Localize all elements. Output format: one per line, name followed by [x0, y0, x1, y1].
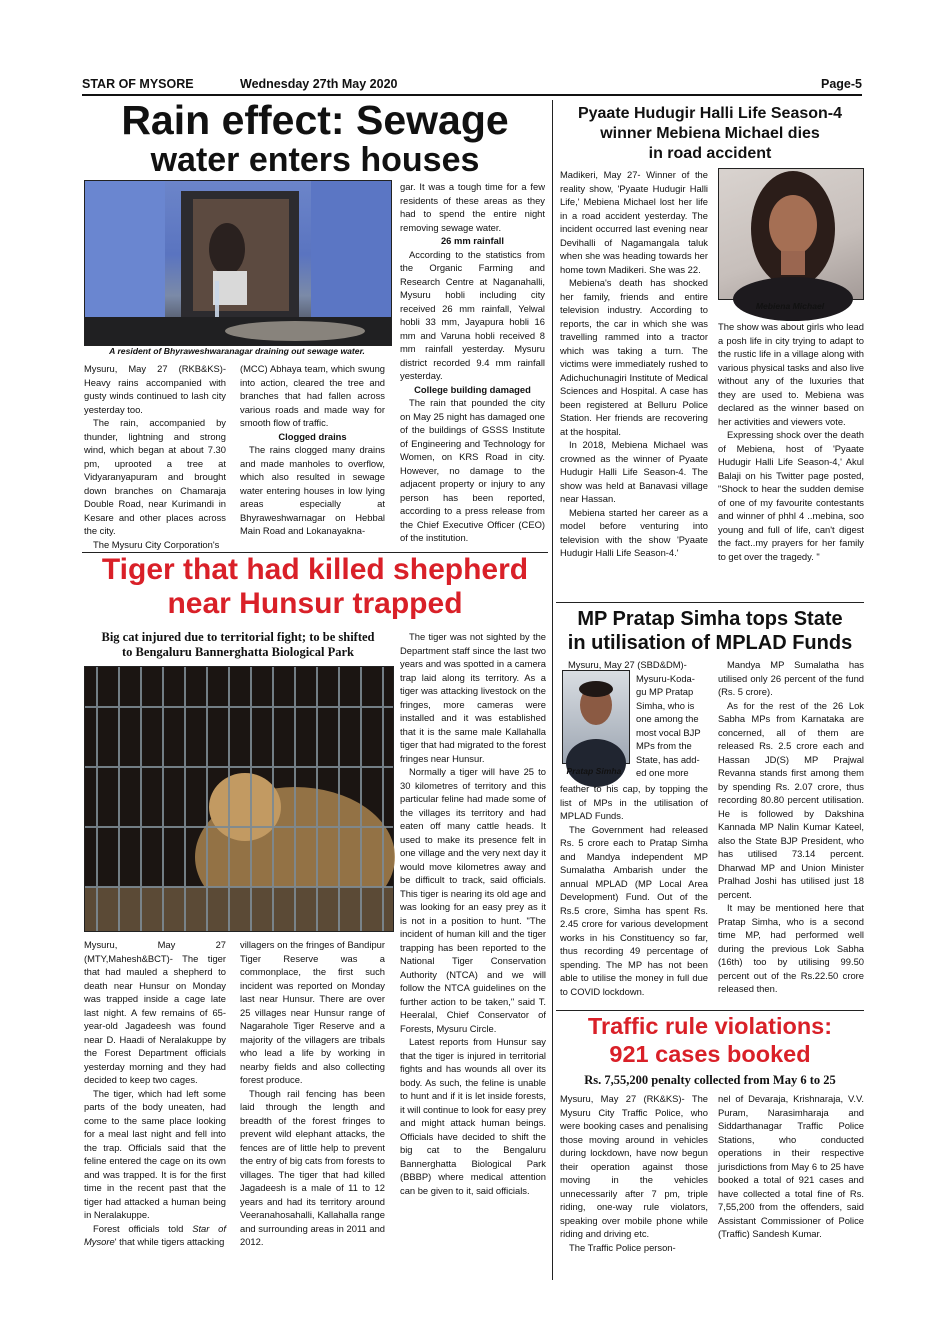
mebiena-paragraph: In 2018, Mebiena Michael was crowned as the winner of Pyaate Hudugir Halli Life Season-4. The show was held at Banavasi village near Hassan.	[560, 439, 708, 504]
sewage-headline-line2: water enters houses	[150, 141, 480, 179]
tiger-headline-line2: near Hunsur trapped	[167, 587, 463, 620]
traffic-column-1	[560, 1092, 708, 1268]
mplad-intro	[568, 658, 708, 782]
sewage-column-1	[84, 362, 226, 550]
tiger-column-3	[400, 630, 546, 1270]
tiger-paragraph: The tiger was not sighted by the Department staff since the last two years and was spotted in a camera trap laid along its territory. As a tiger was attacking livestock on the fringes, more cameras were installed and it was established that it is the same male Kallahalla tiger that had migrated to the forest fringes near Hunsur.	[400, 631, 546, 764]
page-header	[82, 74, 862, 96]
mplad-paragraph: It may be mentioned here that Pratap Simha, who is a second time MP, had performed well during the previous Lok Sabha (16th) too by utilising 99.50 percent out of the Rs.22.50 crore released then.	[718, 902, 864, 994]
mplad-headline-line1: MP Pratap Simha tops State	[577, 608, 843, 630]
mebiena-column-2	[718, 320, 864, 600]
mebiena-paragraph: Expressing shock over the death of Mebiena, host of 'Pyaate Hudugir Halli Life Season-4,' Akul Balaji on his Twitter page posted, "Shock to hear the sudden demise of one of my favourite contestants and winner of phhl 4 ..mebina, soo young and full of life, can't digest the fact..my prayers for her family to get over the tragedy. "	[718, 429, 864, 562]
newspaper-name: STAR OF MYSORE	[82, 77, 194, 91]
issue-date: Wednesday 27th May 2020	[240, 77, 398, 91]
mebiena-paragraph: The show was about girls who lead a posh life in city trying to adapt to the rustic life in a village along with various physical tasks and also live without any of the luxuries that they are used to. Mebiena was declared as the winner based on her activities and viewers vote.	[718, 321, 864, 427]
traffic-headline-line2: 921 cases booked	[609, 1041, 811, 1067]
sewage-paragraph: (MCC) Abhaya team, which swung into action, cleared the tree and branches that had fallen across various roads and made way for smooth flow of traffic.	[240, 363, 385, 428]
sewage-subhead-college: College building damaged	[414, 383, 531, 395]
sewage-subhead-rainfall: 26 mm rainfall	[440, 235, 505, 246]
sewage-paragraph: gar. It was a tough time for a few residents of these areas as they had to spend the entire night removing sewage water.	[400, 181, 545, 233]
sewage-paragraph: The Mysuru City Corporation's	[93, 538, 220, 550]
tiger-paragraph: Latest reports from Hunsur say that the tiger is injured in territorial fights and has wounds all over its body. As such, the feline is unable to hunt and if it is let inside forests, it will continue to look for easy prey and might attack human beings. Officials have decided to shift the big cat to the Bengaluru Bannerghatta Biological Park (BBBP) where medical attention can be given to it, said officials.	[400, 1036, 546, 1196]
sewage-photo-caption: A resident of Bhyraweshwaranagar draining out sewage water.	[109, 346, 365, 356]
mebiena-photo	[718, 168, 864, 300]
mplad-column-2	[718, 658, 864, 1008]
mplad-intro-line: MPs from the	[636, 740, 692, 751]
mplad-intro-line: ed one more	[636, 767, 689, 778]
traffic-column-2	[718, 1092, 864, 1268]
mplad-intro-line: Mysuru, May 27 (SBD&DM)-	[568, 659, 687, 670]
page-number: Page-5	[821, 77, 862, 91]
tiger-headline-line1: Tiger that had killed shepherd	[101, 553, 529, 586]
traffic-paragraph: The Traffic Police person-	[569, 1241, 676, 1253]
mebiena-paragraph: Mebiena started her career as a model before venturing into television with the show 'Pyaate Hudugir Halli Life Season-4.'	[560, 506, 708, 558]
mplad-intro-line: Simha, who is	[636, 699, 695, 711]
tiger-paragraph: Forest officials told Star of Mysore' that while tigers attacking	[84, 1222, 226, 1247]
tiger-paragraph: The tiger, which had left some parts of the body uneaten, had come to the same place looking for a meal last night and fell into the trap. Officials said that the feline entered the cage on its own and was trapped. It is for the first time in the recent past that the tiger had attacked a human being in Neralakuppe.	[84, 1087, 226, 1220]
mplad-paragraph: Mandya MP Sumalatha has utilised only 26 percent of the fund (Rs. 5 crore).	[718, 659, 864, 697]
mebiena-photo-art	[719, 169, 863, 299]
tiger-paragraph: Mysuru, May 27 (MTY,Mahesh&BCT)- The tiger that had mauled a shepherd to death near Hunsur on Monday was trapped inside a cage late last night. A few remains of 65-year-old Jagadeesh was found near D. Haadi of Neralakuppe by the Forest Department officials yesterday morning and they had decided to keep two cages.	[84, 939, 226, 1085]
sewage-photo	[84, 180, 392, 346]
sewage-paragraph: The rain, accompanied by thunder, lightning and strong wind, which began at about 7.30 pm, uprooted a tree at Vidyaranyapuram and brought down branches on Chamaraja Double Road, near Kurimandi in Kesare and other places across the city.	[84, 417, 226, 536]
mebiena-headline-line1: Pyaate Hudugir Halli Life Season-4	[577, 105, 843, 122]
mplad-paragraph: feather to his cap, by topping the list of MPs in the utilisation of MPLAD Funds.	[560, 783, 708, 821]
tiger-cage-art	[85, 667, 393, 931]
mebiena-headline-line2: winner Mebiena Michael dies	[600, 125, 820, 142]
pratap-simha-caption: Pratap Simha	[566, 766, 622, 776]
mplad-intro-line: gu MP Pratap	[636, 686, 694, 697]
mebiena-headline-line3: in road accident	[648, 145, 772, 162]
tiger-column-2	[240, 938, 385, 1268]
sewage-paragraph: The rains clogged many drains and made manholes to overflow, which also resulted in sewage water entering houses in low lying areas especially at Bhyraweshwarnagar on Hebbal Main Road and Lokanayakna-	[240, 444, 385, 536]
traffic-headline-line1: Traffic rule violations:	[587, 1013, 833, 1039]
mplad-column-1	[560, 782, 708, 1006]
mplad-paragraph: The Government had released Rs. 5 crore each to Pratap Simha and Mandya independent MP Sumalatha Ambarish under the annual MPLAD (MP Local Area Development) Fund. Out of the Rs.5 crore, Simha has spent Rs. 2.45 crore for various development works in his Constituency so far, thus recording 49 percentage of spending. The MP has not been able to utilise the money in full due to COVID lockdown.	[560, 823, 708, 997]
tiger-cage-photo	[84, 666, 394, 932]
sewage-subhead-clogged-drains: Clogged drains	[278, 430, 347, 442]
tiger-paragraph: Though rail fencing has been laid through the length and breadth of the forest fringes to prevent wild elephant attacks, the fences are of little help to prevent the entry of big cats from forests to villages. The tiger that had killed Jagadeesh is a male of 11 to 12 years and had its territory around Veeranahosahalli, Kallahalla range and surrounding areas in 2011 and 2012.	[240, 1087, 385, 1247]
sewage-paragraph: According to the statistics from the Organic Farming and Research Centre at Naganahalli, Mysuru hobli including city received 26 mm rainfall, Yelwal hobli 33 mm, Jayapura hobli 16 mm and Varuna hobli received 8 mm rainfall yesterday. Mysuru district recorded 9.4 mm rainfall yesterday.	[400, 248, 545, 381]
mplad-intro-line: Mysuru-Koda-	[636, 672, 695, 684]
sewage-paragraph: The rain that pounded the city on May 25 night has damaged one of the buildings of GSSS Institute of Engineering and Technology for Women, on KRS Road in city. However, no damage to the adjacent property or injury to any person has been reported, according to a press release from the Chief Executive Officer (CEO) of the institution.	[400, 397, 545, 543]
story-rule	[556, 1010, 864, 1011]
sewage-headline-line1: Rain effect: Sewage	[121, 97, 509, 143]
sewage-column-2	[240, 362, 385, 550]
traffic-paragraph: Mysuru, May 27 (RK&KS)- The Mysuru City Traffic Police, who were booking cases and penalising those moving around in vehicles during lockdown, have now begun their operation against those moving in the vehicles unnecessarily after 7 pm, triple riding, one-way rule violators, speaking over mobile phone while riding and driving etc.	[560, 1093, 708, 1239]
mebiena-paragraph: Mebiena's death has shocked her family, friends and entire television industry. According to reports, the car in which she was travelling rammed into a tractor which was taking a turn. The victims were immediately rushed to Adichuchunagiri Institute of Medical Sciences and Hospital. A case has been registered at Belluru Police Station. Her friends are recovering at the hospital.	[560, 277, 708, 437]
tiger-paragraph: villagers on the fringes of Bandipur Tiger Reserve was a commonplace, the first such incident was reported on Monday last near Hunsur. There are over 25 villages near Hunsur range of Nagarahole Tiger Reserve and a majority of the villagers are tribals who lead a life by working in nearby fields and also collecting forest produce.	[240, 939, 385, 1085]
sewage-photo-art	[85, 181, 391, 345]
tiger-subheadline-line2: to Bengaluru Bannerghatta Biological Park	[122, 645, 354, 659]
story-rule	[556, 602, 864, 603]
mplad-headline-line2: in utilisation of MPLAD Funds	[567, 632, 853, 654]
traffic-subheadline: Rs. 7,55,200 penalty collected from May 6 to 25	[584, 1073, 836, 1087]
mplad-paragraph: As for the rest of the 26 Lok Sabha MPs from Karnataka are concerned, all of them are released Rs. 2.5 crore each and Hassan JD(S) MP Prajwal Revanna stands first among them by spending Rs. 2.07 crore, thus recording 80.80 percent utilisation. He is followed by Dakshina Kannada MP Nalin Kumar Kateel, also the State BJP President, who has utilised 73.14 percent. Dharwad MP and Union Minister Pralhad Joshi has utilised just 18 percent.	[718, 699, 864, 900]
tiger-column-1	[84, 938, 226, 1268]
traffic-paragraph: nel of Devaraja, Krishnaraja, V.V. Puram, Narasimharaja and Siddarthanagar Traffic Police Stations, who conducted operations in their respective jurisdictions from May 6 to 25 have booked a total of 921 cases and have collected a total fine of Rs. 7,55,200 from the offenders, said Assistant Commissioner of Police (Traffic) Sandesh Kumar.	[718, 1093, 864, 1239]
mebiena-photo-caption: Mebiena Michael	[755, 301, 825, 311]
mebiena-paragraph: Madikeri, May 27- Winner of the reality show, 'Pyaate Hudugir Halli Life,' Mebiena Michael lost her life in a road accident yesterday. The incident occurred last evening near Devihalli of Nagamangala taluk when she was heading towards her home town Madikeri. She was 22.	[560, 169, 708, 275]
column-rule	[552, 100, 553, 1280]
sewage-column-3	[400, 180, 545, 550]
pratap-simha-photo	[562, 670, 630, 764]
pratap-simha-photo-art	[563, 671, 629, 763]
tiger-paragraph: Normally a tiger will have 25 to 30 kilometres of territory and this particular feline had made some of the villages its territory and had eaten off many cattle heads. It used to make its presence felt in one village and the very next day it would move kilometres away and be difficult to track, said officials. This tiger is nearing its old age and was looking for an easy prey as it is not in a position to hunt. "The incident of human kill and the tiger trapping has been reported to the National Tiger Conservation Authority (NTCA) and we will follow the NTCA guidelines on the further action to be taken," said T. Heeralal, Chief Conservator of Forests, Mysuru Circle.	[400, 766, 546, 1034]
sewage-paragraph: Mysuru, May 27 (RKB&KS)- Heavy rains accompanied with gusty winds continued to lash city yesterday too.	[84, 363, 226, 415]
tiger-subheadline-line1: Big cat injured due to territorial fight; to be shifted	[101, 630, 375, 644]
mplad-intro-line: most vocal BJP	[636, 726, 701, 738]
mebiena-column-1	[560, 168, 708, 600]
mplad-intro-line: one among the	[636, 713, 699, 724]
mplad-intro-line: State, has add-	[636, 753, 700, 765]
